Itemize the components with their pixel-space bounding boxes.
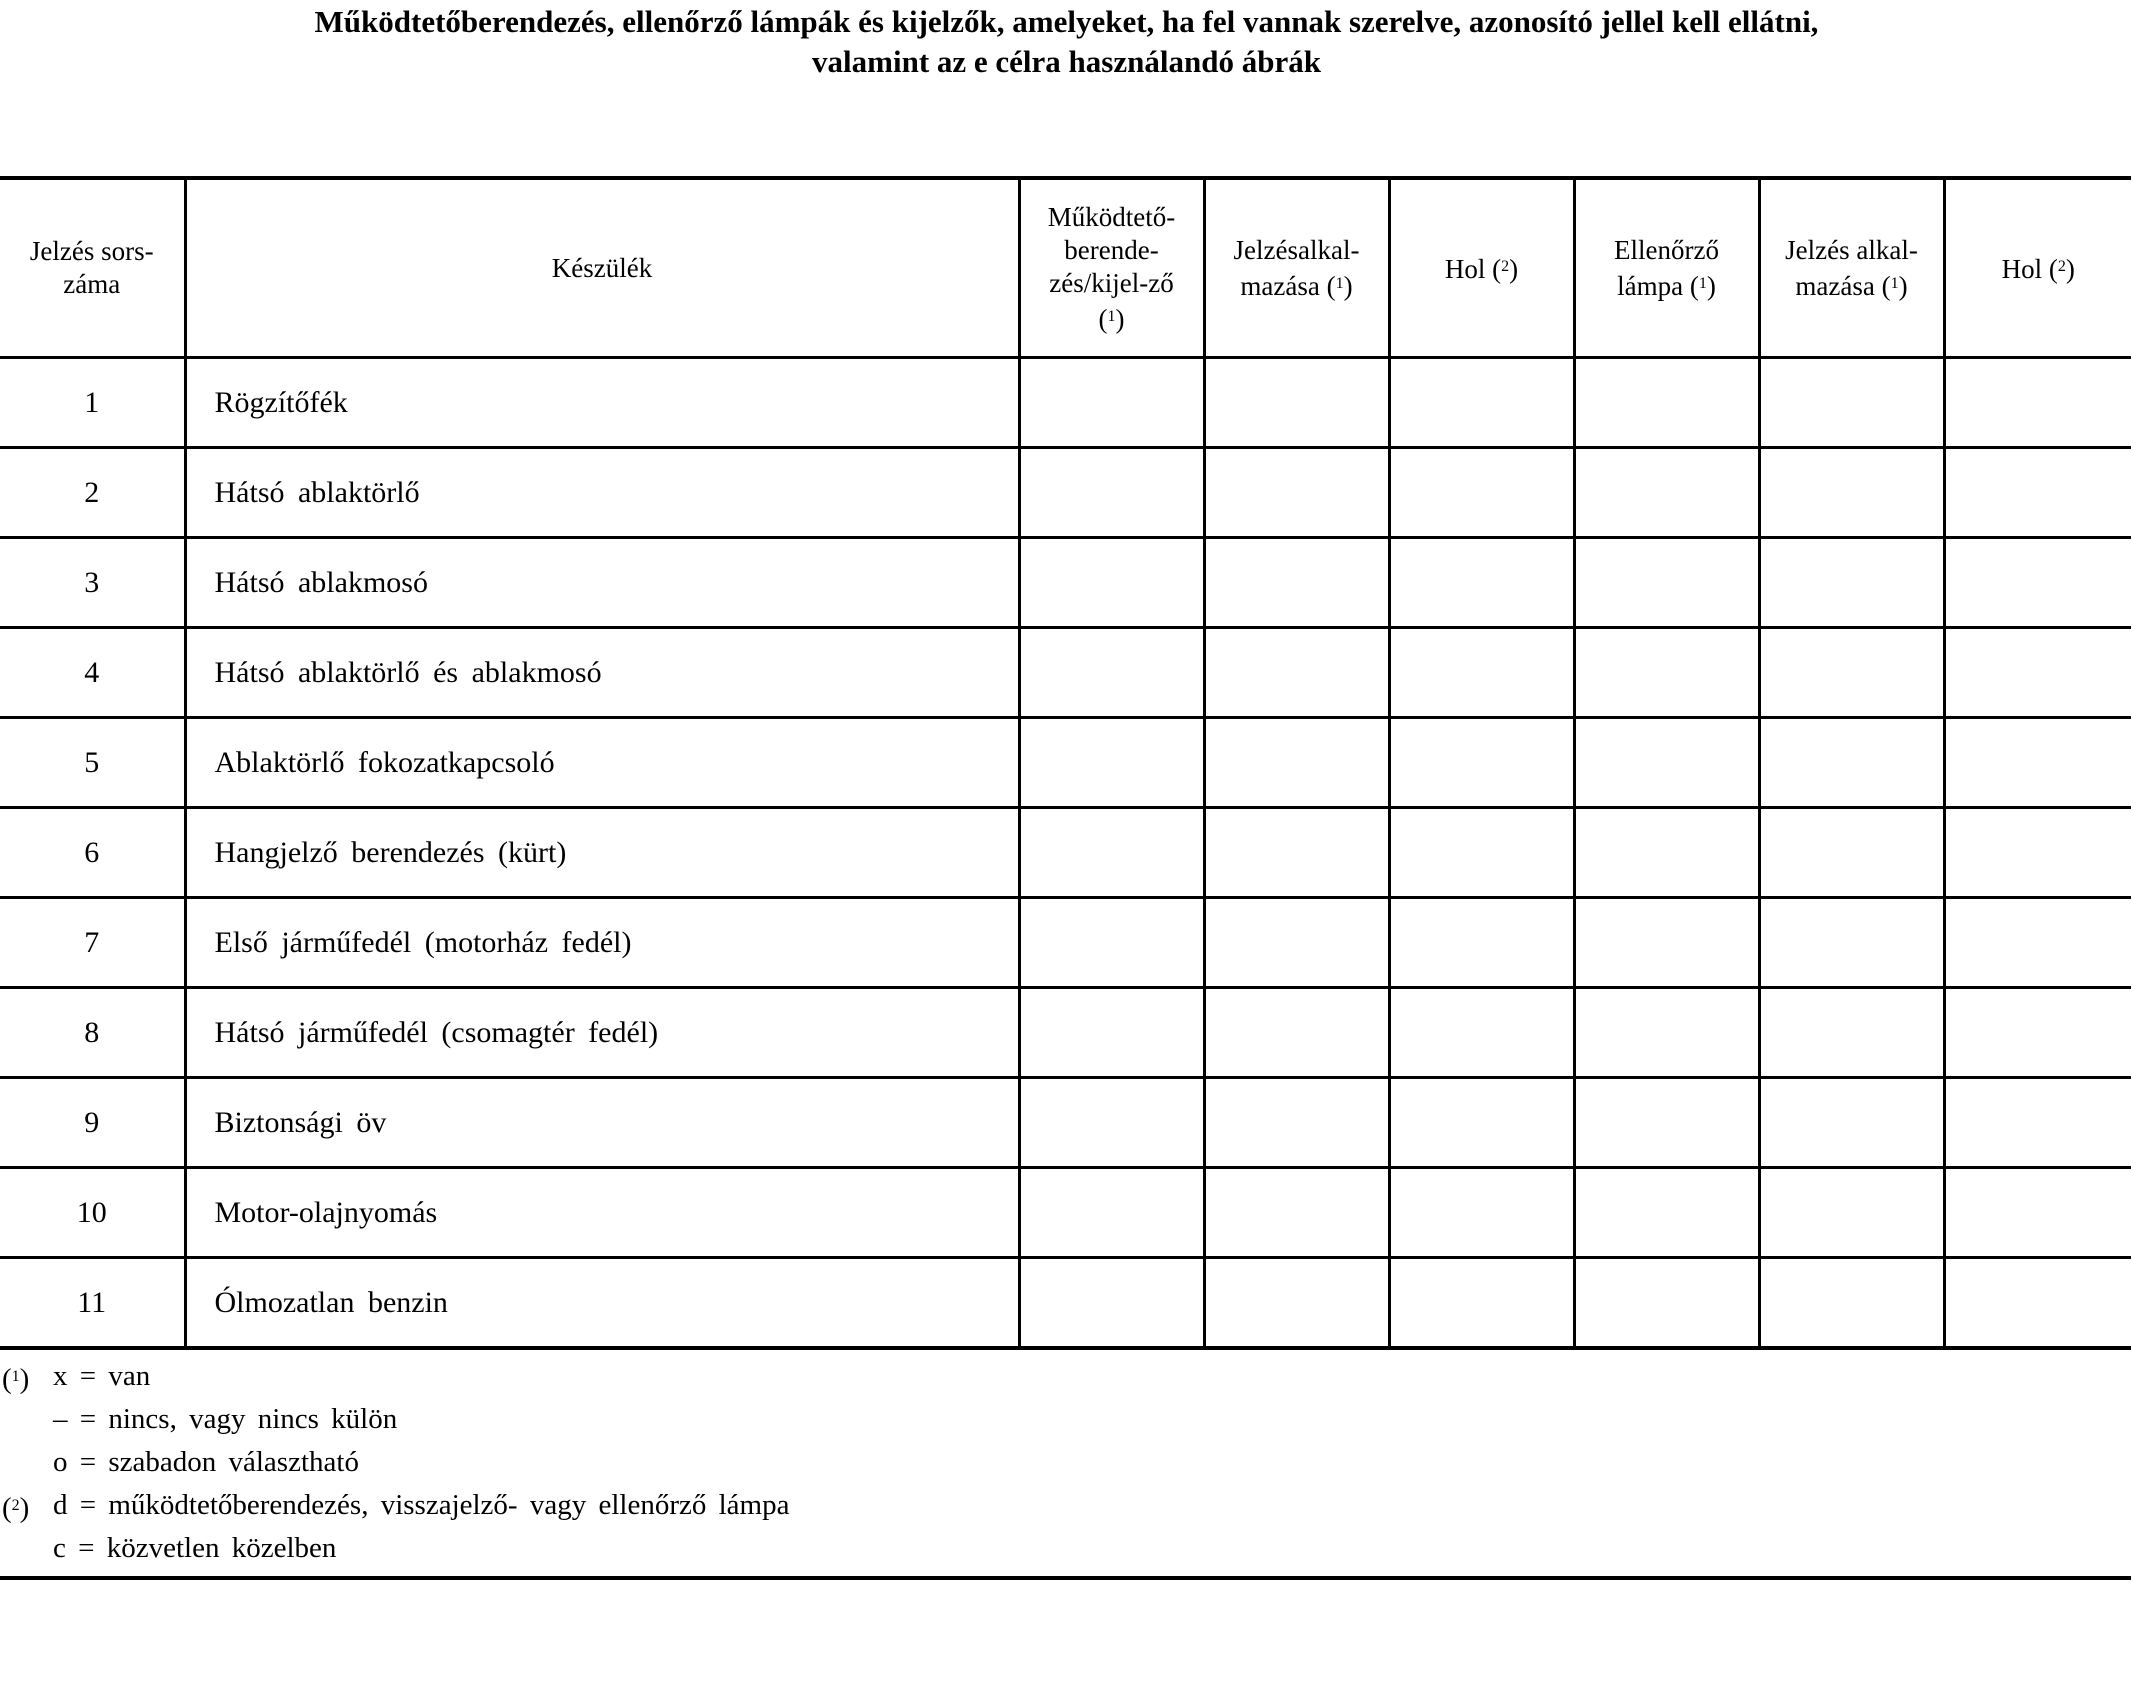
empty-cell [1204,988,1389,1078]
footnotes [0,1355,2131,1580]
row-number: 11 [0,1258,185,1349]
row-number: 8 [0,988,185,1078]
column-header-label: Jelzés sors-záma [29,236,154,299]
empty-cell [1204,808,1389,898]
empty-cell [1944,808,2131,898]
device-name: Hangjelző berendezés (kürt) [185,808,1019,898]
empty-cell [1019,358,1204,448]
empty-cell [1204,1078,1389,1168]
empty-cell [1759,1258,1944,1349]
table-row [0,808,2131,898]
row-number: 6 [0,808,185,898]
table-row [0,988,2131,1078]
empty-cell [1019,1168,1204,1258]
column-header: Hol ($^2$) [1389,178,1574,358]
device-name: Hátsó ablaktörlő [185,448,1019,538]
footnote-line [0,1398,2131,1441]
empty-cell [1574,628,1759,718]
empty-cell [1019,538,1204,628]
row-number: 9 [0,1078,185,1168]
empty-cell [1019,628,1204,718]
empty-cell [1204,898,1389,988]
table-row [0,1168,2131,1258]
device-name: Ólmozatlan benzin [185,1258,1019,1349]
empty-cell [1389,1078,1574,1168]
empty-cell [1759,988,1944,1078]
table-row [0,1258,2131,1349]
indicator-table [0,176,2131,1350]
footnote-number: 2 [11,1497,20,1514]
column-header-label: Készülék [551,252,653,283]
footnote-text: o = szabadon választható [53,1446,359,1478]
empty-cell [1944,898,2131,988]
row-number: 10 [0,1168,185,1258]
footnote-mark: ($^1$) [2,1363,30,1395]
empty-cell [1019,898,1204,988]
empty-cell [1019,1078,1204,1168]
empty-cell [1389,1258,1574,1349]
column-header-label: Ellenőrző lámpa [1614,234,1719,301]
device-name: Biztonsági öv [185,1078,1019,1168]
column-header [185,178,1019,358]
empty-cell [1019,1258,1204,1349]
column-header: Ellenőrző lámpa ($^1$) [1574,178,1759,358]
table-row [0,358,2131,448]
device-name: Rögzítőfék [185,358,1019,448]
empty-cell [1759,358,1944,448]
empty-cell [1759,718,1944,808]
column-header-label: Hol [1444,254,1486,284]
empty-cell [1944,988,2131,1078]
footnote-ref: 2 [2057,258,2066,275]
empty-cell [1389,448,1574,538]
footnote-ref: 1 [1890,274,1899,292]
row-number: 2 [0,448,185,538]
empty-cell [1574,898,1759,988]
device-name: Hátsó ablakmosó [185,538,1019,628]
column-header-label: Jelzésalkal-mazása [1233,234,1360,301]
table-row [0,1078,2131,1168]
empty-cell [1759,448,1944,538]
device-name: Első járműfedél (motorház fedél) [185,898,1019,988]
column-header [0,178,185,358]
empty-cell [1574,538,1759,628]
empty-cell [1389,1168,1574,1258]
empty-cell [1574,1168,1759,1258]
table-row [0,718,2131,808]
empty-cell [1759,1168,1944,1258]
empty-cell [1574,448,1759,538]
empty-cell [1574,988,1759,1078]
empty-cell [1389,898,1574,988]
table-header-row [0,178,2131,358]
empty-cell [1389,358,1574,448]
empty-cell [1204,358,1389,448]
empty-cell [1944,1168,2131,1258]
empty-cell [1944,538,2131,628]
footnote-mark: ($^2$) [2,1492,30,1524]
footnote-text: d = működtetőberendezés, visszajelző- vagy ellenőrző lámpa [53,1489,790,1521]
footnote-ref: 1 [1335,274,1344,292]
empty-cell [1574,1078,1759,1168]
device-name: Hátsó járműfedél (csomagtér fedél) [185,988,1019,1078]
table-row [0,538,2131,628]
column-header-label: Működtető-berende-zés/kijel-ző [1047,201,1176,298]
table-row [0,448,2131,538]
column-header: Hol ($^2$) [1944,178,2131,358]
empty-cell [1574,808,1759,898]
document-title [0,2,2133,82]
empty-cell [1574,358,1759,448]
column-header: Jelzés alkal-mazása ($^1$) [1759,178,1944,358]
footnote-number: 1 [11,1368,20,1385]
empty-cell [1574,718,1759,808]
column-header-label: Jelzés alkal-mazása [1785,234,1918,301]
empty-cell [1944,358,2131,448]
footnote-line [0,1527,2131,1570]
column-header-label: Hol [2001,254,2043,284]
empty-cell [1944,448,2131,538]
device-name: Hátsó ablaktörlő és ablakmosó [185,628,1019,718]
row-number: 7 [0,898,185,988]
empty-cell [1204,718,1389,808]
row-number: 1 [0,358,185,448]
footnote-text: – = nincs, vagy nincs külön [53,1403,398,1435]
empty-cell [1944,628,2131,718]
empty-cell [1759,628,1944,718]
device-name: Motor-olajnyomás [185,1168,1019,1258]
empty-cell [1944,1258,2131,1349]
empty-cell [1389,628,1574,718]
row-number: 5 [0,718,185,808]
footnote-ref: 1 [1107,307,1116,325]
empty-cell [1944,1078,2131,1168]
empty-cell [1759,1078,1944,1168]
device-name: Ablaktörlő fokozatkapcsoló [185,718,1019,808]
empty-cell [1204,628,1389,718]
title-line-1: Működtetőberendezés, ellenőrző lámpák és kijelzők, amelyeket, ha fel vannak szerelve, azonosító jellel kell ellátni, [314,4,1819,39]
title-line-2: valamint az e célra használandó ábrák [812,44,1321,79]
table-row [0,628,2131,718]
empty-cell [1389,718,1574,808]
empty-cell [1759,808,1944,898]
empty-cell [1574,1258,1759,1349]
row-number: 3 [0,538,185,628]
column-header: Jelzésalkal-mazása ($^1$) [1204,178,1389,358]
empty-cell [1019,808,1204,898]
empty-cell [1389,988,1574,1078]
footnote-line [0,1441,2131,1484]
table-row [0,898,2131,988]
empty-cell [1759,538,1944,628]
row-number: 4 [0,628,185,718]
empty-cell [1019,718,1204,808]
footnote-line [0,1355,2131,1398]
empty-cell [1389,538,1574,628]
empty-cell [1019,988,1204,1078]
footnote-text: c = közvetlen közelben [53,1532,337,1564]
footnote-line [0,1484,2131,1527]
empty-cell [1759,898,1944,988]
empty-cell [1204,538,1389,628]
footnote-text: x = van [53,1360,151,1392]
empty-cell [1389,808,1574,898]
empty-cell [1204,448,1389,538]
empty-cell [1204,1258,1389,1349]
footnote-ref: 1 [1698,274,1707,292]
footnote-ref: 2 [1501,258,1510,275]
empty-cell [1204,1168,1389,1258]
empty-cell [1944,718,2131,808]
column-header: Működtető-berende-zés/kijel-ző ($^1$) [1019,178,1204,358]
empty-cell [1019,448,1204,538]
